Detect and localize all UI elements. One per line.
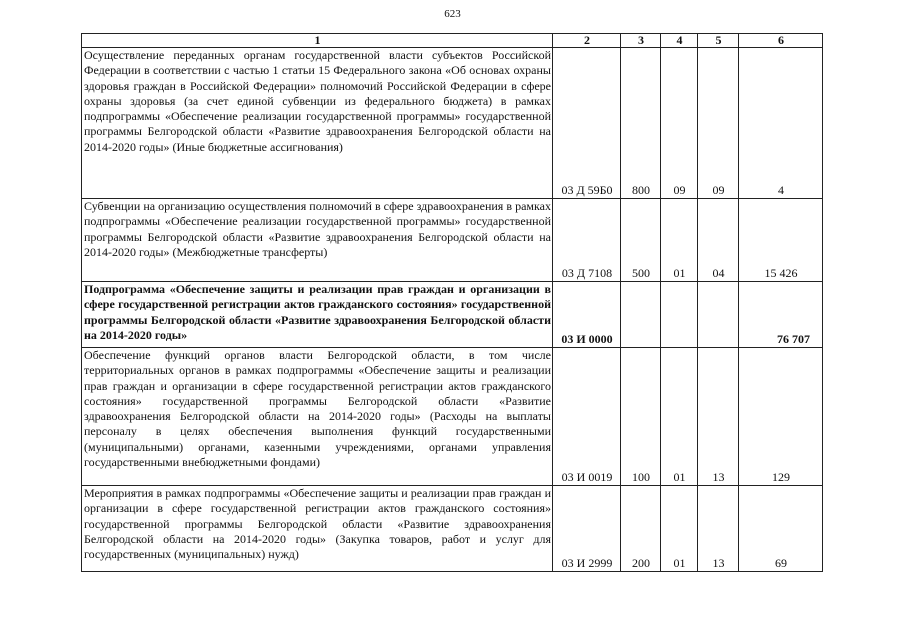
header-col-4: 4 xyxy=(661,34,698,48)
row-section: 01 xyxy=(661,486,698,572)
table-row xyxy=(82,486,823,572)
row-name: Обеспечение функций органов власти Белгородской области, в том числе территориальных органов в рамках подпрограммы «Обеспечение защиты и реализации прав граждан и организации в сфере государственной регистрации актов гражданского состояния» государственной программы Белгородской области «Развитие здравоохранения Белгородской области на 2014-2020 годы» (Расходы на выплаты персоналу в целях обеспечения выполнения функций государственными (муниципальными) органами, казенными учреждениями, органами управления государственными внебюджетными фондами) xyxy=(82,348,553,486)
header-col-5: 5 xyxy=(698,34,739,48)
row-section: 01 xyxy=(661,199,698,282)
row-subsection: 13 xyxy=(698,486,739,572)
row-amount: 76 707 xyxy=(739,282,823,348)
header-col-1: 1 xyxy=(82,34,553,48)
row-section: 09 xyxy=(661,48,698,199)
row-name: Осуществление переданных органам государственной власти субъектов Российской Федерации в соответствии с частью 1 статьи 15 Федерального закона «Об основах охраны здоровья граждан в Российской Федерации» полномочий Российской Федерации в сфере охраны здоровья (за счет единой субвенции из федерального бюджета) в рамках подпрограммы «Обеспечение реализации государственной программы» государственной программы Белгородской области «Развитие здравоохранения Белгородской области на 2014-2020 годы» (Иные бюджетные ассигнования) xyxy=(82,48,553,199)
row-expense-type: 500 xyxy=(621,199,661,282)
row-amount: 4 xyxy=(739,48,823,199)
table-body xyxy=(82,48,823,572)
row-subsection xyxy=(698,282,739,348)
row-code: 03 И 0000 xyxy=(553,282,621,348)
budget-table xyxy=(81,33,823,572)
row-section xyxy=(661,282,698,348)
row-amount: 129 xyxy=(739,348,823,486)
row-amount: 69 xyxy=(739,486,823,572)
row-expense-type xyxy=(621,282,661,348)
header-col-2: 2 xyxy=(553,34,621,48)
row-amount: 15 426 xyxy=(739,199,823,282)
row-name: Мероприятия в рамках подпрограммы «Обеспечение защиты и реализации прав граждан и организации в сфере государственной регистрации актов гражданского состояния» государственной программы Белгородской области «Развитие здравоохранения Белгородской области на 2014-2020 годы» (Закупка товаров, работ и услуг для государственных (муниципальных) нужд) xyxy=(82,486,553,572)
row-subsection: 09 xyxy=(698,48,739,199)
header-col-6: 6 xyxy=(739,34,823,48)
row-expense-type: 800 xyxy=(621,48,661,199)
header-col-3: 3 xyxy=(621,34,661,48)
row-name: Субвенции на организацию осуществления полномочий в сфере здравоохранения в рамках подпрограммы «Обеспечение реализации государственной программы» государственной программы Белгородской области «Развитие здравоохранения Белгородской области на 2014-2020 годы» (Межбюджетные трансферты) xyxy=(82,199,553,282)
row-expense-type: 100 xyxy=(621,348,661,486)
table-row xyxy=(82,282,823,348)
row-subsection: 13 xyxy=(698,348,739,486)
row-subsection: 04 xyxy=(698,199,739,282)
table-row xyxy=(82,199,823,282)
row-expense-type: 200 xyxy=(621,486,661,572)
header-row xyxy=(82,34,823,48)
row-code: 03 Д 59Б0 xyxy=(553,48,621,199)
table-row xyxy=(82,48,823,199)
page-number: 623 xyxy=(444,8,461,20)
table-row xyxy=(82,348,823,486)
row-code: 03 И 2999 xyxy=(553,486,621,572)
row-section: 01 xyxy=(661,348,698,486)
row-code: 03 И 0019 xyxy=(553,348,621,486)
row-code: 03 Д 7108 xyxy=(553,199,621,282)
row-name: Подпрограмма «Обеспечение защиты и реализации прав граждан и организации в сфере государственной регистрации актов гражданского состояния» государственной программы Белгородской области «Развитие здравоохранения Белгородской области на 2014-2020 годы» xyxy=(82,282,553,348)
table-header xyxy=(82,34,823,48)
